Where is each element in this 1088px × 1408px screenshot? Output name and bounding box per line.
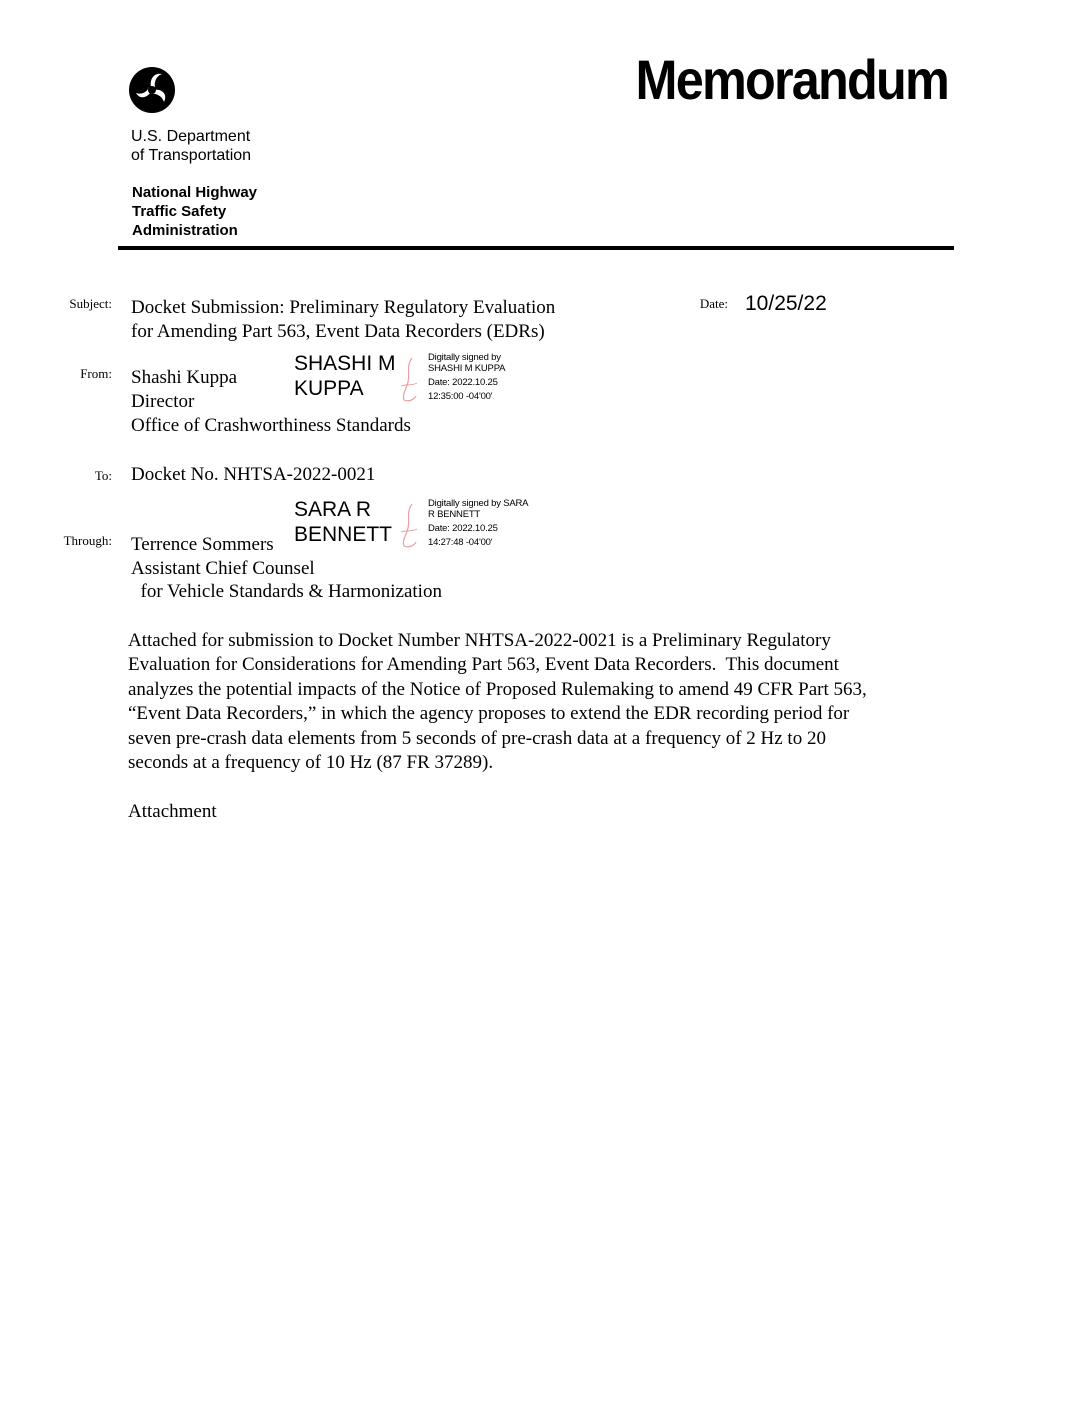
body-paragraph-line: “Event Data Recorders,” in which the agency proposes to extend the EDR recording period for bbox=[128, 703, 850, 724]
through-line: Assistant Chief Counsel bbox=[131, 558, 315, 579]
through-label: Through: bbox=[63, 533, 112, 548]
subject-line: for Amending Part 563, Event Data Recorders (EDRs) bbox=[131, 321, 545, 342]
subject-label: Subject: bbox=[69, 296, 112, 311]
subject-line: Docket Submission: Preliminary Regulatory Evaluation bbox=[131, 297, 556, 318]
dot-logo-icon bbox=[128, 66, 176, 114]
date-label: Date: bbox=[699, 296, 728, 311]
through-line: for Vehicle Standards & Harmonization bbox=[131, 581, 442, 602]
signature-details: Date: 2022.10.25 bbox=[428, 523, 498, 534]
body-paragraph-line: Attached for submission to Docket Number NHTSA-2022-0021 is a Preliminary Regulatory bbox=[128, 630, 831, 651]
administration-name: National Highway bbox=[132, 184, 258, 201]
body-paragraph-line: analyzes the potential impacts of the Notice of Proposed Rulemaking to amend 49 CFR Part 563, bbox=[128, 679, 867, 700]
header-divider bbox=[118, 246, 954, 250]
signature-mark-icon bbox=[398, 502, 420, 550]
signature-name: BENNETT bbox=[294, 523, 393, 546]
department-name: of Transportation bbox=[131, 147, 252, 164]
body-paragraph-line: seconds at a frequency of 10 Hz (87 FR 37289). bbox=[128, 752, 494, 773]
signature-details: SHASHI M KUPPA bbox=[428, 363, 506, 374]
through-line: Terrence Sommers bbox=[131, 534, 274, 555]
body-paragraph-line: seven pre-crash data elements from 5 seconds of pre-crash data at a frequency of 2 Hz to 20 bbox=[128, 728, 826, 749]
from-line: Shashi Kuppa bbox=[131, 367, 238, 388]
signature-name: SARA R bbox=[294, 498, 372, 521]
signature-details: 14:27:48 -04'00' bbox=[428, 537, 493, 548]
from-line: Director bbox=[131, 391, 195, 412]
date-value: 10/25/22 bbox=[745, 292, 827, 315]
signature-name: SHASHI M bbox=[294, 352, 396, 375]
administration-name: Administration bbox=[132, 222, 238, 239]
to-label: To: bbox=[94, 468, 112, 483]
page-title: Memorandum bbox=[635, 48, 948, 111]
signature-mark-icon bbox=[398, 356, 420, 404]
signature-details: Date: 2022.10.25 bbox=[428, 377, 498, 388]
department-name: U.S. Department bbox=[131, 128, 251, 145]
attachment-label: Attachment bbox=[128, 801, 217, 822]
signature-details: Digitally signed by bbox=[428, 352, 501, 363]
to-line: Docket No. NHTSA-2022-0021 bbox=[131, 464, 376, 485]
body-paragraph-line: Evaluation for Considerations for Amending Part 563, Event Data Recorders. This document bbox=[128, 654, 839, 675]
signature-details: Digitally signed by SARA bbox=[428, 498, 529, 509]
administration-name: Traffic Safety bbox=[132, 203, 227, 220]
signature-name: KUPPA bbox=[294, 377, 364, 400]
signature-details: R BENNETT bbox=[428, 509, 481, 520]
signature-details: 12:35:00 -04'00' bbox=[428, 391, 493, 402]
from-label: From: bbox=[80, 366, 112, 381]
from-line: Office of Crashworthiness Standards bbox=[131, 415, 411, 436]
